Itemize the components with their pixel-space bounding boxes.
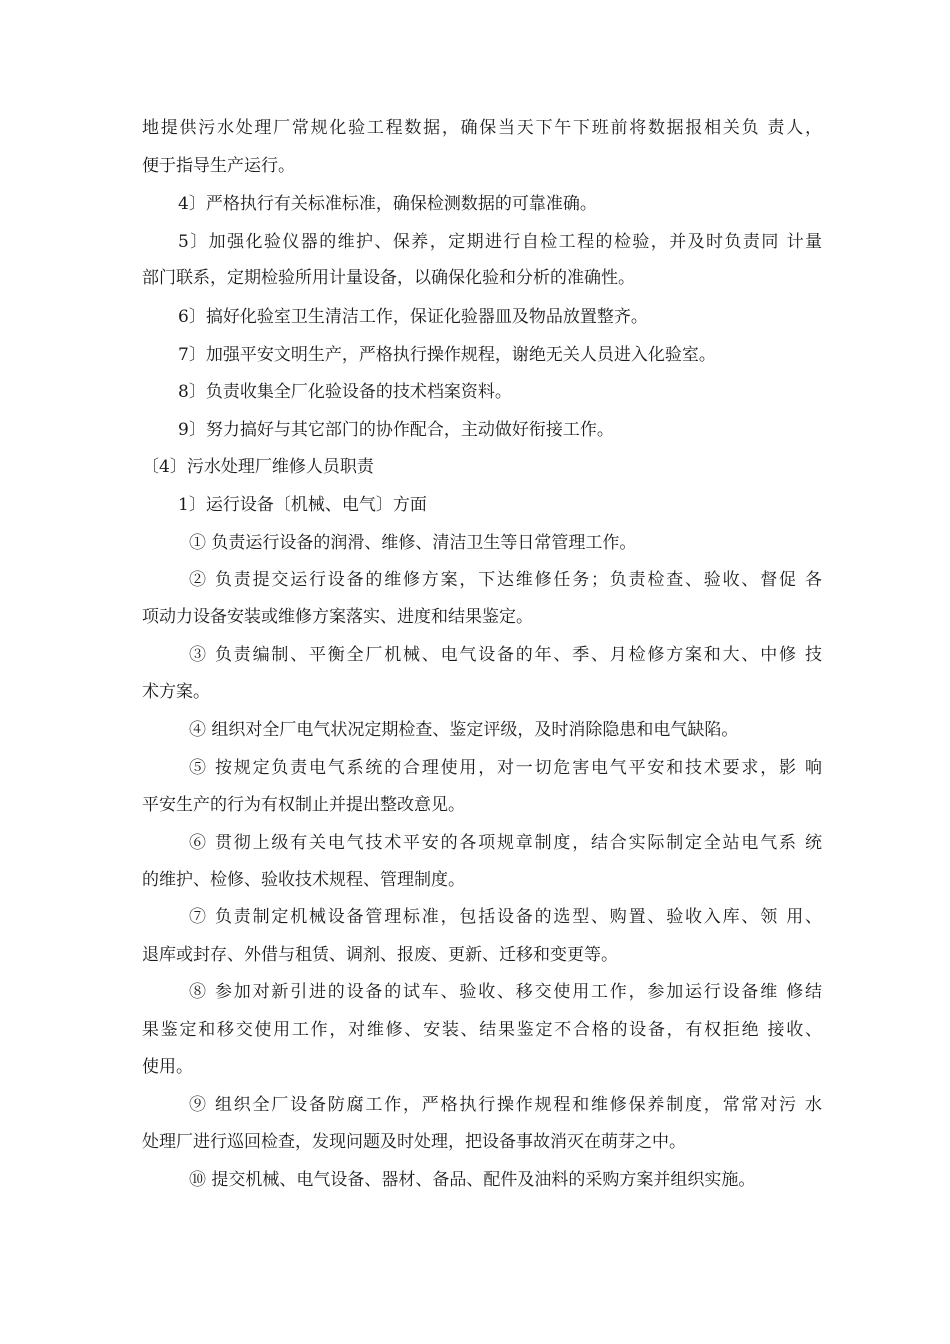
text-line: 平安生产的行为有权制止并提出整改意见。: [142, 795, 465, 815]
text-line: 使用。: [142, 1057, 193, 1077]
text-line: ① 负责运行设备的润滑、维修、清洁卫生等日常管理工作。: [189, 533, 637, 553]
text-line: 处理厂进行巡回检查，发现问题及时处理，把设备事故消灭在萌芽之中。: [142, 1132, 686, 1152]
text-line: 便于指导生产运行。: [142, 156, 295, 176]
text-line: 的维护、检修、验收技术规程、管理制度。: [142, 870, 465, 890]
section-heading: 〔4〕污水处理厂维修人员职责: [142, 457, 374, 477]
text-line: 果鉴定和移交使用工作，对维修、安装、结果鉴定不合格的设备，有权拒绝 接收、: [142, 1020, 822, 1040]
text-line: 部门联系，定期检验所用计量设备，以确保化验和分析的准确性。: [142, 268, 635, 288]
text-line: 术方案。: [142, 682, 210, 702]
text-line: 5〕加强化验仪器的维护、保养，定期进行自检工程的检验，并及时负责同 计量: [178, 232, 822, 252]
text-line: ⑥ 贯彻上级有关电气技术平安的各项规章制度，结合实际制定全站电气系 统: [189, 833, 822, 853]
text-line: 9〕努力搞好与其它部门的协作配合，主动做好衔接工作。: [178, 420, 614, 440]
text-line: ③ 负责编制、平衡全厂机械、电气设备的年、季、月检修方案和大、中修 技: [189, 645, 822, 665]
text-line: ⑧ 参加对新引进的设备的试车、验收、移交使用工作，参加运行设备维 修结: [189, 982, 822, 1002]
text-line: 6〕搞好化验室卫生清洁工作，保证化验器皿及物品放置整齐。: [178, 307, 648, 327]
text-line: ⑩ 提交机械、电气设备、器材、备品、配件及油料的采购方案并组织实施。: [189, 1170, 756, 1190]
text-line: 项动力设备安装或维修方案落实、进度和结果鉴定。: [142, 607, 533, 627]
subsection-heading: 1〕运行设备〔机械、电气〕方面: [178, 495, 427, 515]
text-line: ⑦ 负责制定机械设备管理标准，包括设备的选型、购置、验收入库、领 用、: [189, 907, 822, 927]
text-line: ② 负责提交运行设备的维修方案，下达维修任务；负责检查、验收、督促 各: [189, 570, 822, 590]
text-line: 退库或封存、外借与租赁、调剂、报废、更新、迁移和变更等。: [142, 945, 618, 965]
text-line: ④ 组织对全厂电气状况定期检查、鉴定评级，及时消除隐患和电气缺陷。: [189, 720, 739, 740]
text-line: 4〕严格执行有关标准标准，确保检测数据的可靠准确。: [178, 194, 597, 214]
text-line: ⑨ 组织全厂设备防腐工作，严格执行操作规程和维修保养制度，常常对污 水: [189, 1095, 822, 1115]
text-line: 7〕加强平安文明生产，严格执行操作规程，谢绝无关人员进入化验室。: [178, 345, 716, 365]
text-line: 8〕负责收集全厂化验设备的技术档案资料。: [178, 382, 512, 402]
text-line: ⑤ 按规定负责电气系统的合理使用，对一切危害电气平安和技术要求，影 响: [189, 758, 822, 778]
text-line: 地提供污水处理厂常规化验工程数据，确保当天下午下班前将数据报相关负 责人，: [142, 118, 822, 138]
